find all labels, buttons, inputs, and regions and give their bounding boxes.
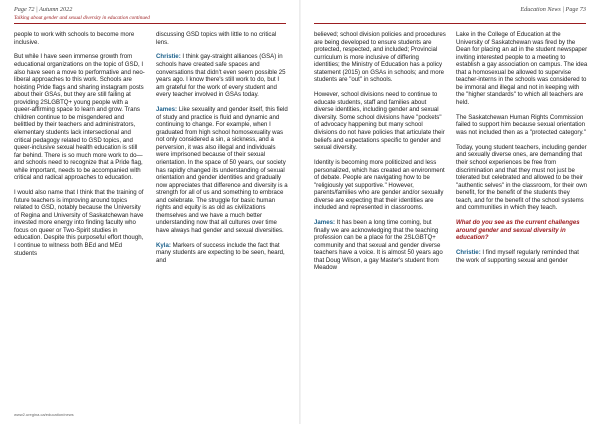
- interview-answer: [456, 249, 588, 264]
- answer-text: I find myself regularly reminded that the work of supporting sexual and gender: [456, 249, 579, 264]
- paragraph: But while I have seen immense growth from educational organizations on the topic of GSD, I also have seen a move to performative and neo-liberal approaches to this work. Schools are hoisting Pride flags and sharing instagram posts about their GSAs, but they are still failing at providing 2SLGBTQ+ young people with a queer-affirming space to learn and grow. Trans children continue to be misgendered and belittled by their teachers and administrators, elementary students lack intersectional and critical pedagogy related to GSD topics, and queer-inclusive sexual health education is still far behind. There is so much more work to do—and schools need to recognize that a Pride flag, while important, needs to be accompanied with critical and radical approaches to education.: [14, 53, 145, 182]
- speaker-name: Kyla:: [156, 241, 171, 249]
- paragraph: Lake in the College of Education at the University of Saskatchewan was fired by the Dean for placing an ad in the student newspaper inviting interested people to a meeting to establish a gay association on campus. The idea that a homosexual be allowed to supervise teacher-interns in the schools was considered to be immoral and illegal and not in keeping with the "higher standards" to which all teachers are held.: [456, 31, 588, 106]
- interview-question: What do you see as the current challenges around gender and sexual diversity in education?: [456, 219, 580, 242]
- right-page-header: Education News | Page 73: [520, 6, 586, 13]
- paragraph: believed; school division policies and procedures are being developed to ensure students are protected, respected, and included; Provincial curriculum is more inclusive of differing identities; the Ministry of Education has a policy statement (2015) on GSAs in schools; and more students are "out" in schools.: [314, 31, 446, 84]
- answer-text: Like sexuality and gender itself, this field of study and practice is fluid and dynamic and continuing to change. For example, when I graduated from high school homosexuality was not only considered a sin, a sickness, and a perversion, it was also illegal and individuals were imprisoned because of their sexual orientation. In the space of 50 years, our society has rapidly changed its understanding of sexual orientation and gender identities and gradually now appreciates that difference and diversity is a strength for all of us and something to embrace and celebrate. The struggle for basic human rights and equity is as old as civilizations themselves and we have a much better understanding now that all cultures over time have always had gender and sexual diversities.: [156, 106, 288, 234]
- speaker-name: Christie:: [156, 53, 181, 61]
- answer-text: Markers of success include the fact that many students are expecting to be seen, heard, and: [156, 241, 285, 264]
- page-gutter: [299, 0, 301, 424]
- paragraph: discussing GSD topics with little to no critical lens.: [156, 31, 277, 46]
- article-continued-subtitle: Talking about gender and sexual diversity in education continued: [14, 15, 150, 21]
- paragraph: Identity is becoming more politicized and less personalized, which has created an environment of debate. People are navigating how to be "religiously yet supportive." However, parents/families who are gender and/or sexually diverse are expecting that their identities are included and represented in classrooms.: [314, 158, 445, 212]
- text-column-1: [14, 31, 146, 264]
- answer-text: It has been a long time coming, but finally we are acknowledging that the teaching profession can be a place for the 2SLGBTQ+ community and that sexual and gender diverse teachers have a voice. It is almost 50 years ago that Doug Wilson, a gay Master's student from Meadow: [314, 219, 443, 272]
- interview-answer: [156, 242, 288, 265]
- paragraph: The Saskatchewan Human Rights Commission failed to support him because sexual orientation was not included then as a "protected category.": [456, 113, 586, 136]
- paragraph: people to work with schools to become more inclusive.: [14, 31, 135, 46]
- text-column-2: [156, 31, 288, 272]
- left-page-header: Page 72 | Autumn 2022: [14, 6, 73, 13]
- speaker-name: James:: [314, 219, 336, 227]
- speaker-name: Christie:: [456, 249, 481, 257]
- interview-answer: [314, 219, 446, 272]
- text-column-3: [314, 31, 446, 279]
- interview-answer: [156, 53, 288, 98]
- left-header-rule: [14, 23, 286, 24]
- paragraph: I would also name that I think that the training of future teachers is improving around topics related to GSD, notably because the University of Regina and University of Saskatchewan have invested more energy into finding faculty who focus on queer or Two-Spirit studies in education. Despite this purposeful effort though, I continue to witness both BEd and MEd students: [14, 189, 144, 257]
- paragraph: However, school divisions need to continue to educate students, staff and families about diverse identities, including gender and sexual diversity. Some school divisions have "pockets" of advocacy happening but many school divisions do not have policies that articulate their beliefs and expectations specific to gender and sexual diversity.: [314, 91, 445, 152]
- paragraph: Today, young student teachers, including gender and sexually diverse ones, are demanding that their school experiences be free from discrimination and that they must not just be tolerated but celebrated and allowed to be their "authentic selves" in the classroom, for their own benefit, for the benefit of the students they teach, and for the benefit of the school systems and communities in which they teach.: [456, 143, 588, 212]
- interview-answer: [156, 106, 288, 234]
- footer-url[interactable]: www2.uregina.ca/education/news: [14, 412, 74, 417]
- speaker-name: James:: [156, 106, 178, 114]
- answer-text: I think gay-straight alliances (GSA) in schools have created safe spaces and conversations that didn't even seem possible 25 years ago. I know there's still work to do, but I am grateful for the work of every student and every teacher involved in GSAs today.: [156, 53, 286, 99]
- text-column-4: [456, 31, 588, 272]
- right-header-rule: [314, 23, 586, 24]
